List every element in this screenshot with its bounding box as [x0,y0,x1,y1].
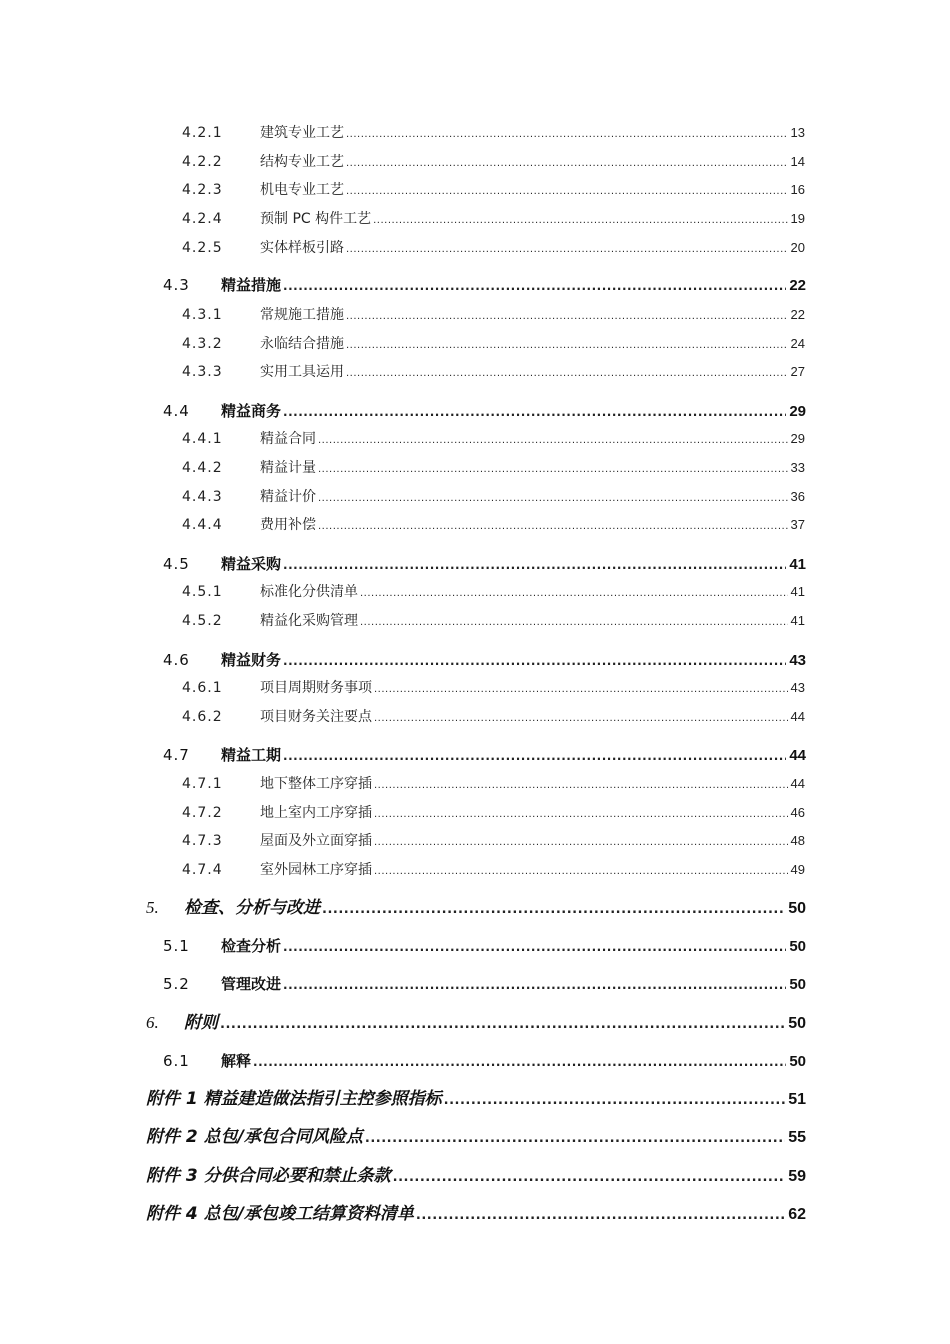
toc-entry-title: 附件 3 分供合同必要和禁止条款 [146,1166,391,1186]
toc-entry-number: 4.2.5 [182,240,223,256]
toc-dot-leader [374,681,788,695]
toc-entry-title: 精益措施 [221,276,282,294]
toc-dot-leader [374,863,788,877]
toc-entry-number: 4.6 [163,651,190,669]
toc-entry-number: 5.2 [163,975,190,993]
toc-page-number: 14 [790,154,805,169]
toc-entry-title: 检查分析 [221,937,282,955]
toc-entry-number: 4.7 [163,746,190,764]
toc-entry-number: 4.2.3 [182,182,223,198]
toc-entry[interactable] [146,1014,806,1032]
toc-page-number: 62 [788,1206,806,1223]
toc-entry-number: 4.7.3 [182,833,223,849]
toc-entry[interactable] [182,432,805,446]
toc-dot-leader [346,183,788,197]
toc-entry-title: 附件 4 总包/承包竣工结算资料清单 [146,1204,414,1224]
toc-page-number: 51 [788,1091,806,1108]
toc-page-number: 24 [790,336,805,351]
toc-dot-leader [374,834,788,848]
toc-entry[interactable] [182,155,805,169]
toc-page-number: 41 [789,556,806,573]
toc-entry[interactable] [163,278,806,293]
toc-entry-title: 解释 [221,1052,252,1070]
toc-entry-number: 4.7.4 [182,862,223,878]
toc-entry-title: 精益商务 [221,402,282,420]
toc-entry-title: 精益合同 [260,431,316,447]
toc-dot-leader [346,155,788,169]
toc-entry-number: 4.5.1 [182,584,223,600]
toc-page-number: 22 [789,277,806,294]
toc-dot-leader [374,710,788,724]
toc-entry[interactable] [163,939,806,954]
toc-page-number: 50 [788,900,806,917]
toc-entry-title: 附件 2 总包/承包合同风险点 [146,1127,363,1147]
toc-dot-leader [283,977,786,992]
toc-page-number: 27 [790,364,805,379]
toc-entry-number: 4.7.1 [182,776,223,792]
toc-entry[interactable] [182,710,805,724]
toc-entry-title: 费用补偿 [260,517,316,533]
toc-entry[interactable] [182,365,805,379]
toc-entry[interactable] [182,863,805,877]
toc-dot-leader [346,126,788,140]
toc-dot-leader [374,777,788,791]
toc-entry-number: 4.3.3 [182,364,223,380]
toc-entry[interactable] [146,899,806,917]
toc-entry-title: 结构专业工艺 [260,154,344,170]
toc-entry[interactable] [163,404,806,419]
toc-entry-number: 4.5.2 [182,613,223,629]
toc-page-number: 33 [790,460,805,475]
toc-dot-leader [253,1054,786,1069]
toc-entry[interactable] [182,834,805,848]
toc-entry-title: 精益工期 [221,746,282,764]
toc-entry-number: 4.7.2 [182,805,223,821]
toc-entry[interactable] [182,614,805,628]
toc-dot-leader [318,518,788,532]
toc-entry-title: 附件 1 精益建造做法指引主控参照指标 [146,1089,442,1109]
toc-entry[interactable] [182,308,805,322]
toc-dot-leader [283,404,786,419]
toc-dot-leader [220,1015,785,1032]
toc-page-number: 50 [789,1053,806,1070]
toc-entry-number: 4.2.2 [182,154,223,170]
toc-entry[interactable] [146,1206,806,1223]
toc-entry-number: 5. [146,898,159,917]
toc-entry-number: 4.4.3 [182,489,223,505]
toc-dot-leader [318,490,788,504]
toc-entry[interactable] [146,1091,806,1108]
toc-entry[interactable] [163,977,806,992]
toc-entry[interactable] [163,557,806,572]
toc-page-number: 13 [790,125,805,140]
toc-page-number: 22 [790,307,805,322]
toc-page-number: 55 [788,1129,806,1146]
toc-dot-leader [346,365,788,379]
toc-page-number: 44 [790,776,805,791]
toc-entry-title: 管理改进 [221,975,282,993]
toc-page-number: 16 [790,182,805,197]
toc-dot-leader [374,806,788,820]
toc-page-number: 59 [788,1168,806,1185]
toc-entry-title: 实体样板引路 [260,240,344,256]
toc-entry-number: 4.3.2 [182,336,223,352]
toc-dot-leader [360,585,788,599]
toc-page-number: 44 [789,747,806,764]
toc-entry[interactable] [182,518,805,532]
toc-page-number: 43 [790,680,805,695]
toc-page-number: 46 [790,805,805,820]
toc-entry[interactable] [182,212,805,226]
toc-dot-leader [283,653,786,668]
toc-entry-title: 精益采购 [221,555,282,573]
toc-entry-title: 屋面及外立面穿插 [260,833,372,849]
toc-entry-number: 4.6.2 [182,709,223,725]
toc-entry-title: 项目周期财务事项 [260,680,372,696]
toc-dot-leader [283,748,786,763]
toc-page-number: 29 [790,431,805,446]
toc-dot-leader [283,557,786,572]
toc-entry[interactable] [182,806,805,820]
toc-entry[interactable] [163,653,806,668]
toc-page-number: 49 [790,862,805,877]
toc-dot-leader [346,337,788,351]
toc-entry-number: 4.5 [163,555,190,573]
toc-entry-title: 附则 [184,1013,218,1033]
toc-dot-leader [373,212,787,226]
toc-dot-leader [416,1206,785,1223]
toc-entry-title: 项目财务关注要点 [260,709,372,725]
toc-entry-title: 永临结合措施 [260,336,344,352]
toc-dot-leader [283,939,786,954]
toc-entry-title: 精益计量 [260,460,316,476]
toc-entry[interactable] [182,585,805,599]
toc-entry-number: 4.3 [163,276,190,294]
toc-page-number: 41 [790,584,805,599]
toc-page-number: 50 [788,1015,806,1032]
toc-page-number: 44 [790,709,805,724]
toc-entry[interactable] [182,490,805,504]
toc-page-number: 36 [790,489,805,504]
toc-page-number: 19 [790,211,805,226]
toc-entry[interactable] [182,241,805,255]
toc-page-number: 29 [789,403,806,420]
toc-page-number: 20 [790,240,805,255]
toc-page-number: 43 [789,652,806,669]
toc-dot-leader [322,900,785,917]
toc-entry-title: 地下整体工序穿插 [260,776,372,792]
toc-entry-number: 6.1 [163,1052,190,1070]
toc-page-number: 41 [790,613,805,628]
toc-entry-title: 机电专业工艺 [260,182,344,198]
toc-dot-leader [346,308,788,322]
toc-entry-number: 4.4.4 [182,517,223,533]
toc-entry-number: 4.4.1 [182,431,223,447]
toc-entry-title: 精益化采购管理 [260,613,358,629]
toc-entry-number: 4.6.1 [182,680,223,696]
toc-page-number: 50 [789,976,806,993]
toc-dot-leader [318,432,788,446]
toc-entry-title: 预制 PC 构件工艺 [260,211,372,227]
toc-entry[interactable] [146,1129,806,1146]
toc-dot-leader [444,1091,786,1108]
toc-entry[interactable] [163,748,806,763]
toc-entry-title: 室外园林工序穿插 [260,862,372,878]
toc-entry-title: 地上室内工序穿插 [260,805,372,821]
toc-page-number: 37 [790,517,805,532]
toc-entry-title: 精益财务 [221,651,282,669]
toc-entry[interactable] [163,1054,806,1069]
toc-dot-leader [393,1168,786,1185]
toc-entry[interactable] [182,461,805,475]
toc-entry-title: 建筑专业工艺 [260,125,344,141]
toc-dot-leader [318,461,788,475]
toc-entry[interactable] [182,777,805,791]
toc-entry-number: 4.4.2 [182,460,223,476]
toc-entry-title: 检查、分析与改进 [184,898,320,918]
toc-entry-number: 4.2.4 [182,211,223,227]
toc-entry-number: 4.2.1 [182,125,223,141]
toc-dot-leader [283,278,786,293]
toc-entry-number: 4.4 [163,402,190,420]
toc-dot-leader [365,1129,785,1146]
toc-entry-title: 实用工具运用 [260,364,344,380]
toc-dot-leader [346,241,788,255]
toc-entry[interactable] [182,183,805,197]
toc-entry-title: 常规施工措施 [260,307,344,323]
toc-entry[interactable] [146,1168,806,1185]
toc-entry[interactable] [182,337,805,351]
toc-page-number: 50 [789,938,806,955]
toc-dot-leader [360,614,788,628]
toc-entry[interactable] [182,681,805,695]
toc-entry[interactable] [182,126,805,140]
toc-entry-number: 6. [146,1013,159,1032]
toc-entry-title: 精益计价 [260,489,316,505]
toc-entry-number: 4.3.1 [182,307,223,323]
toc-page-number: 48 [790,833,805,848]
toc-entry-number: 5.1 [163,937,190,955]
toc-entry-title: 标准化分供清单 [260,584,358,600]
